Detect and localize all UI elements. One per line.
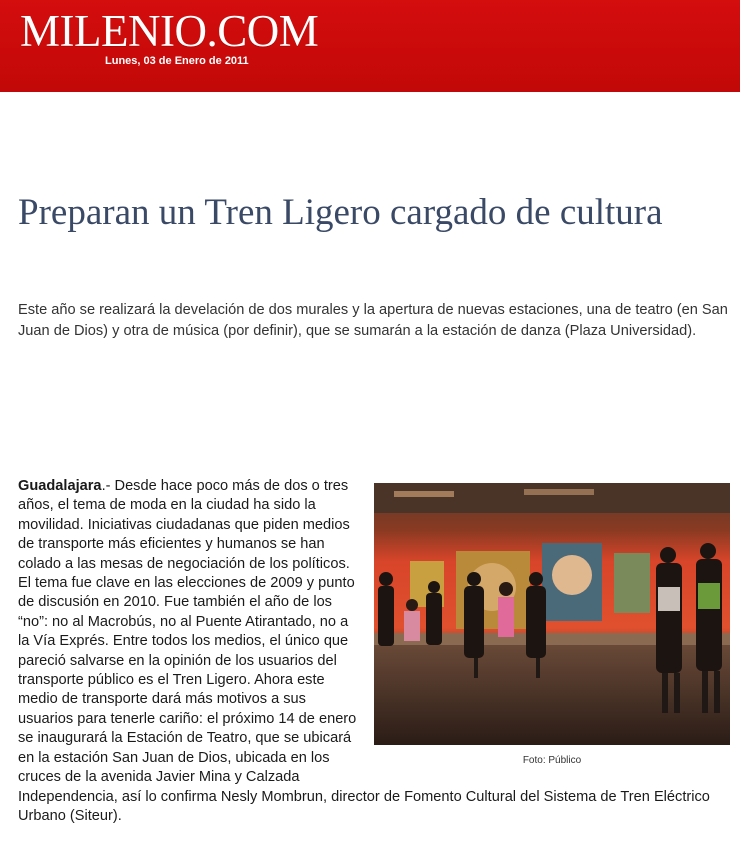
site-logo[interactable]: MILENIO.COM [20, 6, 319, 56]
photo-caption: Foto: Público [522, 755, 582, 766]
article-body-text: .- Desde hace poco más de dos o tres años, el tema de moda en la ciudad ha sido la movilidad. Iniciativas ciudadanas que piden medios de transporte más eficientes y humanos se han colado a las mesas de negociación de los políticos. El tema fue clave en las elecciones de 2009 y punto de discusión en 2010. Fue también el año de los “no”: no al Macrobús, no al Puente Atirantado, no a la Vía Exprés. Entre todos los medios, el único que pareció salvarse en la opinión de los usuarios del transporte público es el Tren Ligero. Ahora este medio de transporte dará más motivos a sus usuarios para tenerle cariño: el próximo 14 de enero se inaugurará la Estación de Teatro, que se ubicará en la estación San Juan de Dios, ubicada en los cruces de la avenida Javier Mina y Calzada Independencia, así lo confirma Nesly Mombrun, director de Fomento Cultural del Sistema de Tren Eléctrico Urbano (Siteur). [18, 478, 710, 824]
article-body [18, 477, 730, 826]
masthead [0, 0, 740, 92]
article-headline: Preparan un Tren Ligero cargado de cultura [18, 192, 663, 233]
article-figure [374, 483, 730, 775]
article-photo [374, 483, 730, 745]
article-lead: Este año se realizará la develación de dos murales y la apertura de nuevas estaciones, una de teatro (en San Juan de Dios) y otra de música (por definir), que se sumarán a la estación de danza (Plaza Universidad). [18, 302, 728, 339]
article-dateline: Guadalajara [18, 478, 102, 494]
gallery-photo-illustration [374, 483, 730, 745]
header-date: Lunes, 03 de Enero de 2011 [105, 55, 249, 67]
